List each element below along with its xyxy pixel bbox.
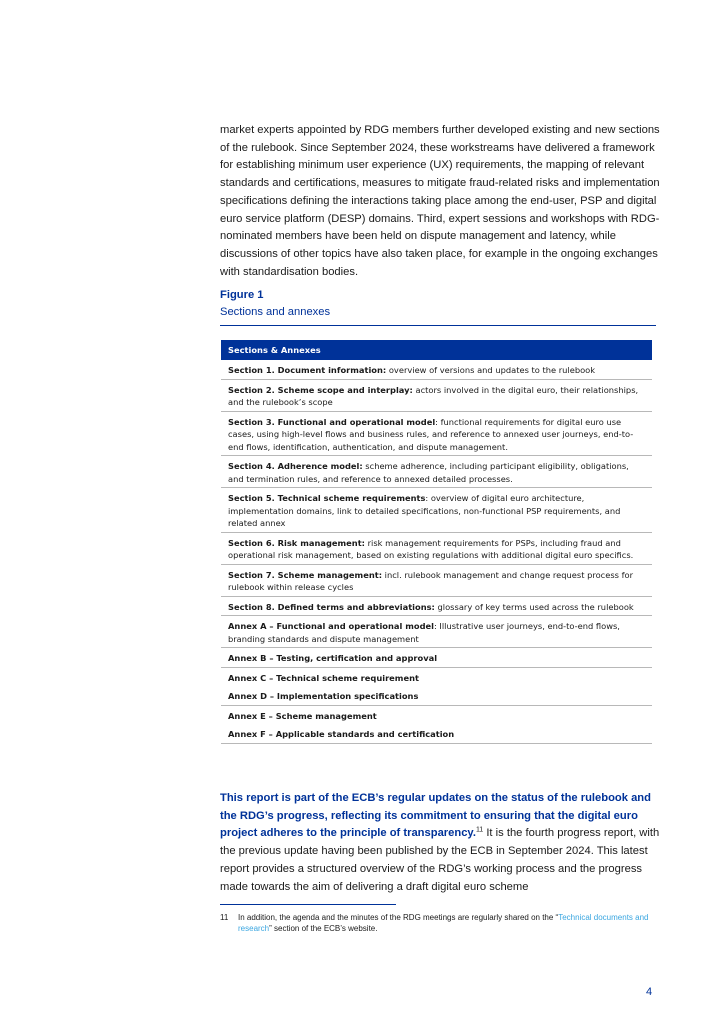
- row-title: Section 1. Document information:: [228, 365, 387, 375]
- row-desc: scheme adherence, including participant eligibility, obligations, and termination rules, and reference to annexed detailed processes.: [228, 461, 629, 484]
- row-title: Section 3. Functional and operational model: [228, 416, 436, 427]
- footnote-text: [238, 912, 668, 934]
- figure-divider: [220, 325, 656, 326]
- summary-highlight: This report is part of the ECB’s regular updates on the status of the rulebook and the RDG’s progress, reflecting its commitment to ensuring that the digital euro project adheres to the principle of transparency.: [220, 792, 651, 840]
- row-title: Annex B – Testing, certification and approval: [228, 653, 438, 663]
- row-title: Section 2. Scheme scope and interplay:: [228, 384, 413, 395]
- sections-annexes-table: [221, 340, 652, 744]
- footnote-link[interactable]: Technical documents and research: [238, 913, 649, 933]
- table-row: [221, 565, 652, 597]
- row-desc: glossary of key terms used across the rulebook: [434, 601, 634, 612]
- page-number: 4: [646, 986, 653, 998]
- row-title: Annex C – Technical scheme requirement: [228, 672, 419, 683]
- table-row: [221, 360, 652, 380]
- row-desc: : Illustrative user journeys, end-to-end flows, branding standards and dispute management: [228, 621, 620, 644]
- summary-paragraph: [220, 790, 660, 896]
- row-desc: risk management requirements for PSPs, including fraud and operational risk management, based on existing regulations with additional digital euro specifics.: [228, 537, 634, 560]
- summary-text: It is the fourth progress report, with the previous update having been published by the ECB in September 2024. This latest report provides a structured overview of the RDG’s working process and the progress made towards the aim of delivering a draft digital euro scheme: [220, 827, 660, 893]
- table-row: [221, 456, 652, 488]
- row-title: Section 5. Technical scheme requirements: [228, 493, 426, 503]
- row-desc: actors involved in the digital euro, their relationships, and the rulebook’s scope: [228, 384, 639, 407]
- table-row: [221, 686, 652, 706]
- table-row: [221, 706, 652, 725]
- intro-paragraph: market experts appointed by RDG members further developed existing and new sections of the rulebook. Since September 2024, these workstreams have delivered a framework for establishing minimum user experience (UX) requirements, the mapping of relevant standards and certifications, measures to mitigate fraud-related risks and implementation specifications defining the interactions taking place among the end-user, PSP and digital euro service platform (DESP) domains. Third, expert sessions and workshops with RDG-nominated members have been held on dispute management and latency, while discussions of other topics have also taken place, for example in the ongoing exchanges with standardisation bodies.: [220, 124, 660, 278]
- footnote-divider: [220, 904, 396, 905]
- table-header: Sections & Annexes: [221, 340, 652, 360]
- row-title: Section 6. Risk management:: [228, 537, 365, 548]
- table-row: [221, 648, 652, 668]
- row-title: Section 7. Scheme management:: [228, 569, 383, 580]
- row-title: Annex E – Scheme management: [228, 710, 377, 721]
- row-desc: : functional requirements for digital euro use cases, using high-level flows and business rules, and reference to annexed user journeys, end-to-end flows, identification, authentication, and dispute management.: [228, 416, 634, 452]
- table-row: [221, 533, 652, 565]
- footnote-text-before: In addition, the agenda and the minutes of the RDG meetings are regularly shared on the “: [238, 913, 559, 922]
- figure-label: Figure 1: [220, 289, 264, 301]
- table-row: [221, 597, 652, 617]
- table-row: [221, 488, 652, 533]
- footnote-text-after: ” section of the ECB’s website.: [269, 924, 378, 933]
- row-title: Annex A – Functional and operational model: [228, 621, 434, 631]
- table-row: [221, 412, 652, 457]
- footnote-number: 11: [220, 913, 229, 922]
- row-title: Annex D – Implementation specifications: [228, 691, 419, 701]
- row-desc: overview of versions and updates to the rulebook: [386, 365, 596, 375]
- footnote-reference[interactable]: 11: [475, 826, 484, 834]
- row-desc: incl. rulebook management and change request process for rulebook within release cycles: [228, 569, 634, 592]
- row-title: Section 8. Defined terms and abbreviations:: [228, 601, 435, 612]
- table-row: [221, 724, 652, 744]
- row-desc: : overview of digital euro architecture, implementation domains, link to detailed specifications, non-functional PSP requirements, and related annex: [228, 493, 621, 528]
- row-title: Section 4. Adherence model:: [228, 461, 363, 471]
- figure-caption: Sections and annexes: [220, 306, 331, 318]
- row-title: Annex F – Applicable standards and certification: [228, 729, 455, 739]
- table-row: [221, 668, 652, 687]
- table-row: [221, 616, 652, 648]
- table-row: [221, 380, 652, 412]
